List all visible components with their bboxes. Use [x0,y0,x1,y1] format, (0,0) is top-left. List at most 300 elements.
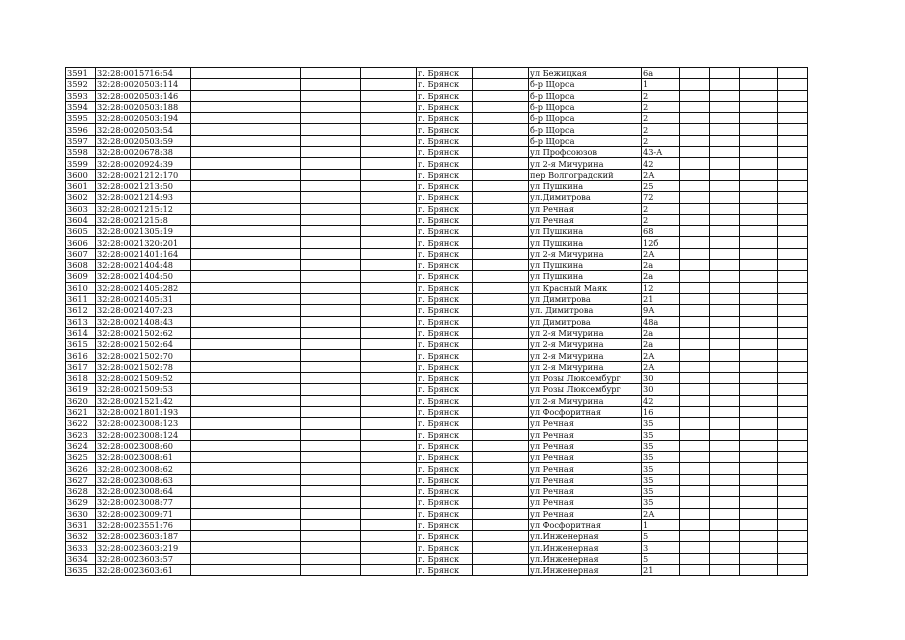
empty-cell [301,135,361,146]
table-row [66,429,808,440]
row-number-cell: 3625 [66,452,96,463]
city-cell: г. Брянск [417,485,473,496]
empty-cell [473,474,529,485]
empty-cell [778,395,808,406]
empty-cell [740,135,778,146]
empty-cell [680,542,710,553]
empty-cell [740,565,778,576]
house-number-cell: 2 [642,113,680,124]
empty-cell [301,474,361,485]
empty-cell [301,147,361,158]
empty-cell [710,406,740,417]
empty-cell [778,553,808,564]
table-row [66,203,808,214]
row-number-cell: 3623 [66,429,96,440]
empty-cell [191,79,301,90]
empty-cell [778,497,808,508]
empty-cell [740,373,778,384]
row-number-cell: 3601 [66,180,96,191]
empty-cell [778,90,808,101]
cadastral-number-cell: 32:28:0021407:23 [96,305,191,316]
house-number-cell: 2 [642,214,680,225]
empty-cell [191,305,301,316]
empty-cell [361,260,417,271]
empty-cell [301,519,361,530]
empty-cell [361,135,417,146]
empty-cell [361,565,417,576]
empty-cell [361,282,417,293]
empty-cell [710,316,740,327]
empty-cell [301,542,361,553]
empty-cell [473,361,529,372]
empty-cell [710,440,740,451]
row-number-cell: 3608 [66,260,96,271]
cadastral-number-cell: 32:28:0021404:48 [96,260,191,271]
row-number-cell: 3598 [66,147,96,158]
city-cell: г. Брянск [417,260,473,271]
empty-cell [361,226,417,237]
table-row [66,565,808,576]
empty-cell [361,293,417,304]
empty-cell [301,282,361,293]
street-cell: ул Бежицкая [529,68,642,79]
empty-cell [473,519,529,530]
city-cell: г. Брянск [417,135,473,146]
empty-cell [740,327,778,338]
house-number-cell: 1 [642,519,680,530]
empty-cell [710,542,740,553]
row-number-cell: 3631 [66,519,96,530]
empty-cell [191,485,301,496]
house-number-cell: 35 [642,485,680,496]
street-cell: ул Пушкина [529,260,642,271]
empty-cell [778,192,808,203]
empty-cell [473,169,529,180]
empty-cell [301,339,361,350]
empty-cell [361,452,417,463]
city-cell: г. Брянск [417,68,473,79]
row-number-cell: 3607 [66,248,96,259]
empty-cell [680,271,710,282]
empty-cell [473,158,529,169]
table-row [66,519,808,530]
table-row [66,79,808,90]
table-row [66,497,808,508]
table-row [66,531,808,542]
cadastral-number-cell: 32:28:0023008:64 [96,485,191,496]
house-number-cell: 6а [642,68,680,79]
empty-cell [473,226,529,237]
empty-cell [710,384,740,395]
row-number-cell: 3619 [66,384,96,395]
row-number-cell: 3603 [66,203,96,214]
empty-cell [778,429,808,440]
row-number-cell: 3618 [66,373,96,384]
empty-cell [301,180,361,191]
empty-cell [778,373,808,384]
empty-cell [710,158,740,169]
cadastral-number-cell: 32:28:0020503:188 [96,101,191,112]
house-number-cell: 2А [642,508,680,519]
empty-cell [710,305,740,316]
table-row [66,384,808,395]
house-number-cell: 2а [642,271,680,282]
cadastral-number-cell: 32:28:0023008:60 [96,440,191,451]
empty-cell [191,418,301,429]
house-number-cell: 16 [642,406,680,417]
city-cell: г. Брянск [417,158,473,169]
empty-cell [191,395,301,406]
empty-cell [710,124,740,135]
table-row [66,361,808,372]
empty-cell [778,452,808,463]
table-row [66,485,808,496]
house-number-cell: 35 [642,452,680,463]
empty-cell [710,214,740,225]
empty-cell [680,203,710,214]
street-cell: ул Пушкина [529,237,642,248]
empty-cell [740,519,778,530]
empty-cell [680,113,710,124]
empty-cell [301,158,361,169]
empty-cell [680,158,710,169]
empty-cell [301,565,361,576]
empty-cell [710,113,740,124]
empty-cell [740,226,778,237]
city-cell: г. Брянск [417,214,473,225]
empty-cell [710,271,740,282]
empty-cell [473,248,529,259]
empty-cell [680,316,710,327]
empty-cell [473,395,529,406]
empty-cell [680,384,710,395]
empty-cell [740,113,778,124]
empty-cell [191,293,301,304]
cadastral-number-cell: 32:28:0021509:53 [96,384,191,395]
empty-cell [740,124,778,135]
empty-cell [191,282,301,293]
row-number-cell: 3624 [66,440,96,451]
street-cell: б-р Щорса [529,101,642,112]
city-cell: г. Брянск [417,203,473,214]
empty-cell [710,68,740,79]
cadastral-number-cell: 32:28:0021502:64 [96,339,191,350]
empty-cell [740,339,778,350]
empty-cell [191,68,301,79]
empty-cell [301,463,361,474]
empty-cell [191,214,301,225]
cadastral-number-cell: 32:28:0020924:39 [96,158,191,169]
cadastral-number-cell: 32:28:0020503:146 [96,90,191,101]
empty-cell [740,192,778,203]
empty-cell [710,90,740,101]
empty-cell [710,339,740,350]
city-cell: г. Брянск [417,293,473,304]
table-row [66,68,808,79]
empty-cell [473,418,529,429]
empty-cell [680,214,710,225]
street-cell: ул Розы Люксембург [529,373,642,384]
empty-cell [778,519,808,530]
empty-cell [191,508,301,519]
street-cell: б-р Щорса [529,135,642,146]
empty-cell [710,373,740,384]
empty-cell [473,542,529,553]
city-cell: г. Брянск [417,440,473,451]
empty-cell [473,350,529,361]
empty-cell [680,452,710,463]
empty-cell [740,474,778,485]
cadastral-number-cell: 32:28:0020503:194 [96,113,191,124]
house-number-cell: 12 [642,282,680,293]
house-number-cell: 2 [642,203,680,214]
street-cell: ул Речная [529,508,642,519]
empty-cell [778,282,808,293]
empty-cell [680,395,710,406]
house-number-cell: 2 [642,135,680,146]
empty-cell [680,180,710,191]
empty-cell [740,90,778,101]
empty-cell [301,373,361,384]
cadastral-number-cell: 32:28:0021502:70 [96,350,191,361]
empty-cell [191,463,301,474]
city-cell: г. Брянск [417,350,473,361]
cadastral-number-cell: 32:28:0021408:43 [96,316,191,327]
table-row [66,237,808,248]
empty-cell [778,158,808,169]
city-cell: г. Брянск [417,124,473,135]
empty-cell [710,282,740,293]
empty-cell [301,440,361,451]
empty-cell [301,293,361,304]
table-row [66,452,808,463]
house-number-cell: 35 [642,463,680,474]
house-number-cell: 30 [642,373,680,384]
empty-cell [191,248,301,259]
table-row [66,350,808,361]
empty-cell [740,395,778,406]
cadastral-number-cell: 32:28:0023008:123 [96,418,191,429]
empty-cell [191,429,301,440]
empty-cell [778,384,808,395]
table-row [66,418,808,429]
empty-cell [301,113,361,124]
street-cell: ул Димитрова [529,316,642,327]
empty-cell [778,565,808,576]
empty-cell [680,463,710,474]
cadastral-number-cell: 32:28:0021509:52 [96,373,191,384]
cadastral-number-cell: 32:28:0021801:193 [96,406,191,417]
empty-cell [473,147,529,158]
empty-cell [361,519,417,530]
cadastral-number-cell: 32:28:0023603:61 [96,565,191,576]
empty-cell [473,260,529,271]
empty-cell [301,192,361,203]
city-cell: г. Брянск [417,542,473,553]
street-cell: ул Димитрова [529,293,642,304]
city-cell: г. Брянск [417,519,473,530]
empty-cell [361,68,417,79]
table-row [66,373,808,384]
empty-cell [778,339,808,350]
city-cell: г. Брянск [417,101,473,112]
table-row [66,260,808,271]
empty-cell [740,553,778,564]
empty-cell [680,293,710,304]
street-cell: ул Речная [529,452,642,463]
street-cell: ул 2-я Мичурина [529,248,642,259]
city-cell: г. Брянск [417,429,473,440]
empty-cell [301,260,361,271]
empty-cell [361,203,417,214]
empty-cell [778,79,808,90]
street-cell: ул Речная [529,418,642,429]
table-row [66,293,808,304]
row-number-cell: 3602 [66,192,96,203]
table-row [66,508,808,519]
empty-cell [680,440,710,451]
empty-cell [473,440,529,451]
empty-cell [473,113,529,124]
empty-cell [301,406,361,417]
empty-cell [361,418,417,429]
empty-cell [361,248,417,259]
cadastral-number-cell: 32:28:0021215:8 [96,214,191,225]
city-cell: г. Брянск [417,192,473,203]
empty-cell [191,361,301,372]
street-cell: ул 2-я Мичурина [529,361,642,372]
empty-cell [301,485,361,496]
row-number-cell: 3592 [66,79,96,90]
street-cell: ул Фосфоритная [529,406,642,417]
table-row [66,147,808,158]
city-cell: г. Брянск [417,180,473,191]
empty-cell [191,124,301,135]
empty-cell [740,293,778,304]
row-number-cell: 3627 [66,474,96,485]
empty-cell [778,327,808,338]
house-number-cell: 43-А [642,147,680,158]
row-number-cell: 3609 [66,271,96,282]
empty-cell [301,248,361,259]
empty-cell [778,260,808,271]
cadastral-number-cell: 32:28:0023603:219 [96,542,191,553]
city-cell: г. Брянск [417,339,473,350]
empty-cell [740,79,778,90]
empty-cell [710,350,740,361]
empty-cell [680,305,710,316]
empty-cell [473,79,529,90]
empty-cell [191,497,301,508]
empty-cell [301,68,361,79]
house-number-cell: 72 [642,192,680,203]
empty-cell [473,485,529,496]
empty-cell [361,429,417,440]
empty-cell [191,339,301,350]
empty-cell [361,214,417,225]
table-body [66,68,808,576]
empty-cell [361,327,417,338]
table-row [66,158,808,169]
empty-cell [710,452,740,463]
empty-cell [301,226,361,237]
city-cell: г. Брянск [417,497,473,508]
empty-cell [740,452,778,463]
cadastral-number-cell: 32:28:0021215:12 [96,203,191,214]
empty-cell [740,485,778,496]
empty-cell [191,553,301,564]
empty-cell [680,79,710,90]
house-number-cell: 2А [642,169,680,180]
cadastral-number-cell: 32:28:0023603:187 [96,531,191,542]
city-cell: г. Брянск [417,452,473,463]
empty-cell [301,79,361,90]
city-cell: г. Брянск [417,271,473,282]
empty-cell [710,553,740,564]
row-number-cell: 3610 [66,282,96,293]
empty-cell [740,440,778,451]
empty-cell [740,418,778,429]
street-cell: ул 2-я Мичурина [529,339,642,350]
row-number-cell: 3622 [66,418,96,429]
empty-cell [740,214,778,225]
empty-cell [361,395,417,406]
house-number-cell: 35 [642,474,680,485]
empty-cell [680,406,710,417]
empty-cell [191,406,301,417]
empty-cell [473,565,529,576]
empty-cell [710,395,740,406]
empty-cell [778,418,808,429]
table-row [66,271,808,282]
empty-cell [301,531,361,542]
empty-cell [778,113,808,124]
row-number-cell: 3593 [66,90,96,101]
cadastral-number-cell: 32:28:0020503:54 [96,124,191,135]
street-cell: ул 2-я Мичурина [529,327,642,338]
house-number-cell: 2А [642,248,680,259]
empty-cell [191,373,301,384]
row-number-cell: 3615 [66,339,96,350]
table-row [66,339,808,350]
street-cell: ул Речная [529,463,642,474]
city-cell: г. Брянск [417,113,473,124]
empty-cell [710,203,740,214]
street-cell: ул.Инженерная [529,531,642,542]
cadastral-number-cell: 32:28:0023009:71 [96,508,191,519]
empty-cell [361,463,417,474]
empty-cell [361,497,417,508]
empty-cell [473,384,529,395]
cadastral-number-cell: 32:28:0021502:62 [96,327,191,338]
row-number-cell: 3634 [66,553,96,564]
empty-cell [361,373,417,384]
empty-cell [740,497,778,508]
city-cell: г. Брянск [417,248,473,259]
empty-cell [740,406,778,417]
street-cell: ул.Инженерная [529,542,642,553]
empty-cell [191,384,301,395]
house-number-cell: 2а [642,260,680,271]
empty-cell [740,508,778,519]
empty-cell [710,192,740,203]
cadastral-number-cell: 32:28:0023008:62 [96,463,191,474]
house-number-cell: 2 [642,101,680,112]
empty-cell [473,214,529,225]
city-cell: г. Брянск [417,565,473,576]
table-row [66,101,808,112]
empty-cell [361,169,417,180]
